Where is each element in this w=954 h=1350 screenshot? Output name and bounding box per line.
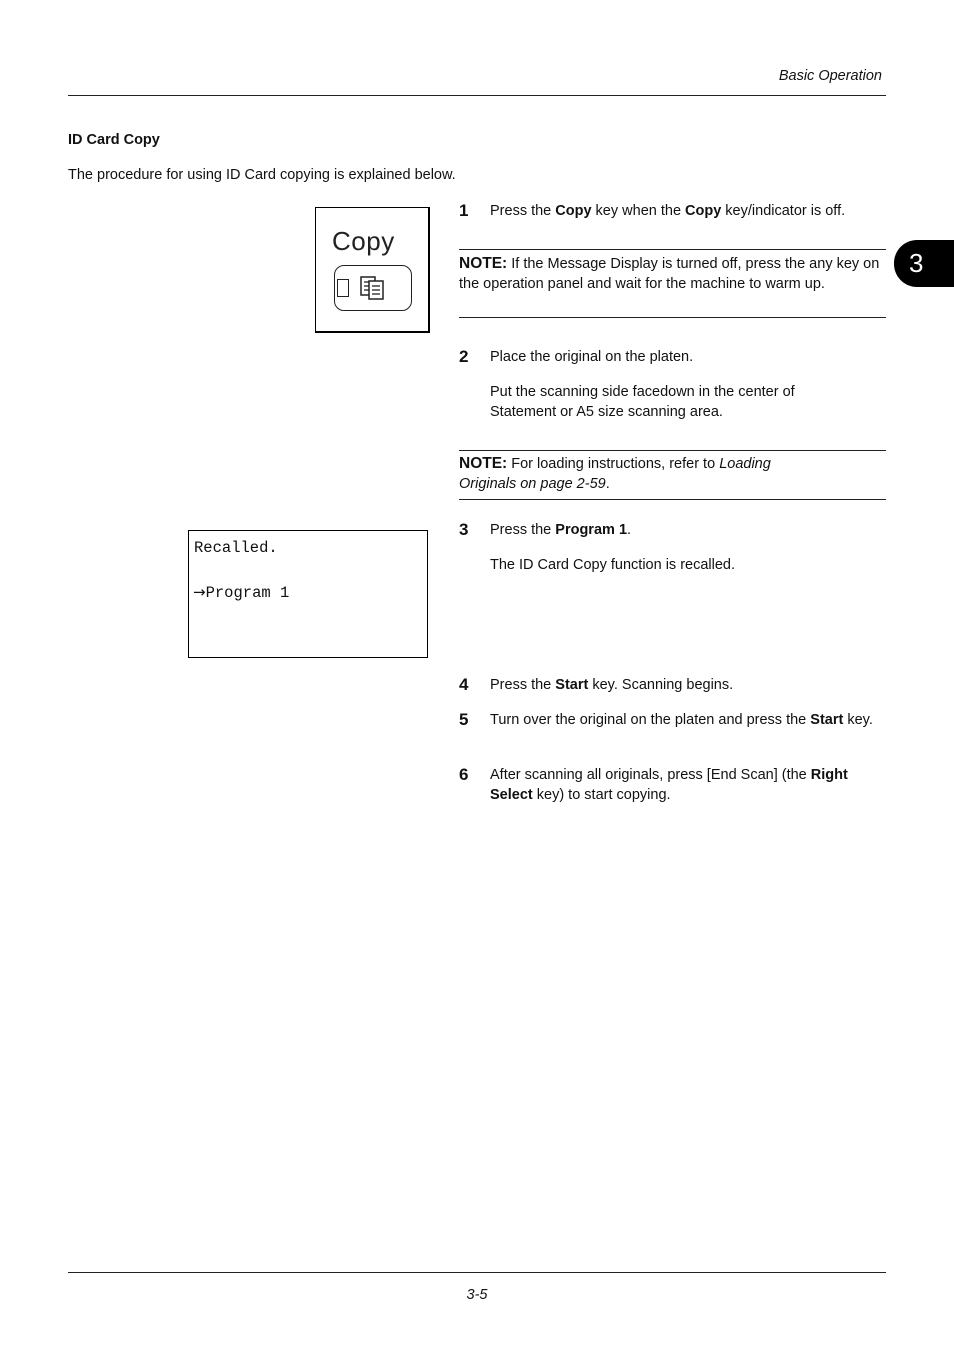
step-2-detail: Put the scanning side facedown in the center of Statement or A5 size scanning area. (490, 384, 795, 420)
copy-key-button (334, 265, 412, 311)
step-4-number: 4 (459, 675, 469, 694)
step-2-number: 2 (459, 347, 469, 366)
step-5-text: Turn over the original on the platen and press the Start key. (490, 712, 873, 728)
intro-text: The procedure for using ID Card copying is explained below. (68, 167, 456, 183)
lcd-line-2: →Program 1 (193, 583, 290, 602)
running-header: Basic Operation (778, 68, 882, 84)
lcd-line-1: Recalled. (194, 539, 278, 557)
note-2-reference: Loading Originals on page 2-59 (459, 456, 771, 492)
section-heading: ID Card Copy (68, 132, 160, 148)
step-6-number: 6 (459, 765, 469, 784)
step-3-detail: The ID Card Copy function is recalled. (490, 557, 735, 573)
header-rule (68, 95, 886, 96)
step-1-text: Press the Copy key when the Copy key/indicator is off. (490, 203, 846, 219)
lcd-display (188, 530, 428, 658)
note-1-top-rule (459, 249, 886, 250)
step-3-number: 3 (459, 520, 469, 539)
step-2-text: Place the original on the platen. (490, 349, 694, 365)
chapter-tab (894, 240, 954, 287)
step-6-text: After scanning all originals, press [End Scan] (the Right Select key) to start copying. (490, 767, 848, 803)
note-2-top-rule (459, 450, 886, 451)
note-1-text: If the Message Display is turned off, press the any key on the operation panel and wait for the machine to warm up. (459, 256, 880, 292)
copy-document-icon (359, 275, 387, 301)
note-1-bottom-rule (459, 317, 886, 318)
page-number: 3-5 (466, 1287, 488, 1303)
footer-rule (68, 1272, 886, 1273)
copy-key-illustration (315, 207, 430, 333)
chapter-number: 3 (909, 248, 924, 278)
note-1-label: NOTE: (459, 255, 508, 272)
note-2-label: NOTE: (459, 455, 508, 472)
step-5-number: 5 (459, 710, 469, 729)
note-1 (459, 254, 886, 294)
note-2: NOTE: For loading instructions, refer to Loading Originals on page 2-59. (459, 455, 771, 492)
copy-label: Copy (332, 226, 395, 256)
step-1-number: 1 (459, 201, 469, 220)
step-4-text: Press the Start key. Scanning begins. (490, 677, 734, 693)
step-3-text: Press the Program 1. (490, 522, 632, 538)
note-2-bottom-rule (459, 499, 886, 500)
copy-indicator-light (337, 279, 349, 297)
arrow-right-icon: → (193, 583, 206, 601)
